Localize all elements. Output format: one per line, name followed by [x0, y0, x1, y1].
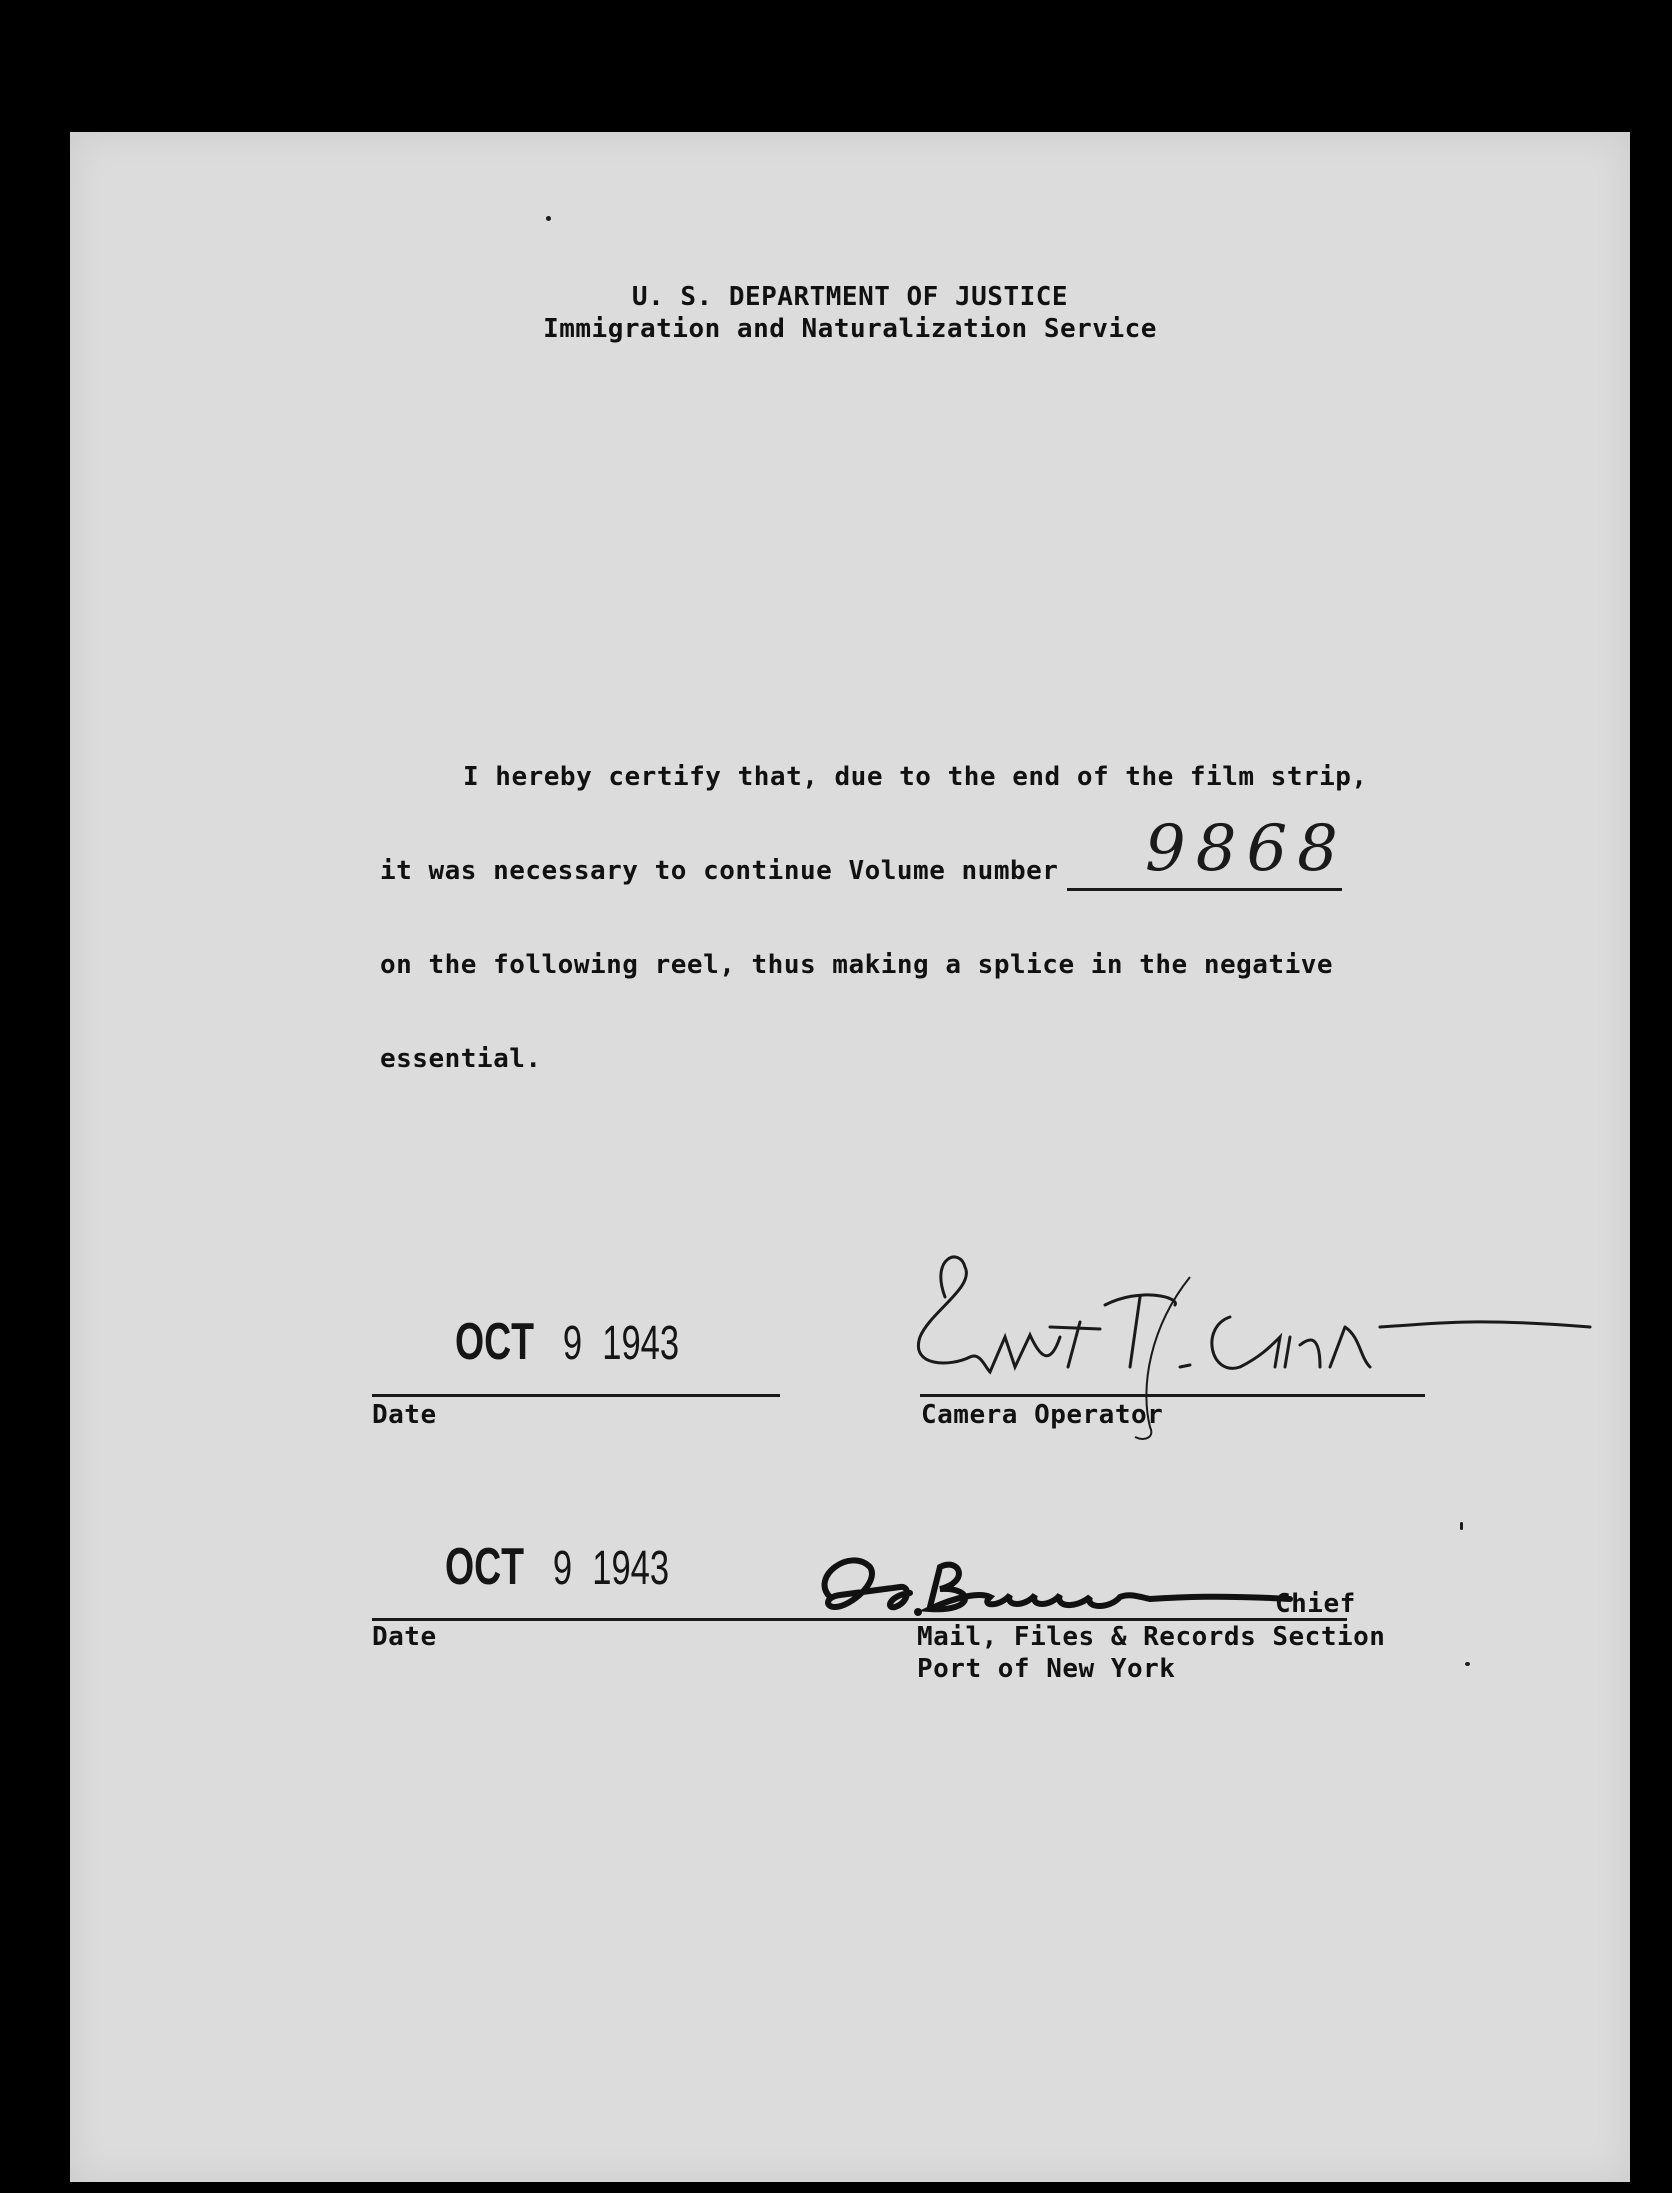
camera-date-label: Date	[372, 1400, 437, 1430]
speck	[1460, 1522, 1463, 1530]
document-page	[70, 132, 1630, 2182]
chief-date-stamp: OCT 9 1943	[445, 1538, 670, 1596]
volume-number-underline	[1067, 888, 1342, 891]
certificate-line-3: on the following reel, thus making a splice in the negative	[380, 950, 1334, 980]
mail-files-records-section: Mail, Files & Records Section	[917, 1622, 1386, 1652]
service-heading: Immigration and Naturalization Service	[543, 314, 1157, 344]
camera-date-line	[372, 1394, 780, 1397]
chief-date-label: Date	[372, 1622, 437, 1652]
camera-operator-signature-line	[920, 1394, 1425, 1397]
speck	[1465, 1662, 1470, 1666]
volume-number-handwritten: 9868	[1145, 812, 1348, 886]
department-heading: U. S. DEPARTMENT OF JUSTICE	[631, 282, 1069, 312]
certificate-line-2: it was necessary to continue Volume number	[380, 856, 1059, 886]
camera-operator-label: Camera Operator	[921, 1400, 1164, 1430]
port-of-new-york: Port of New York	[917, 1654, 1176, 1684]
speck	[546, 216, 551, 221]
camera-date-stamp: OCT 9 1943	[455, 1313, 680, 1371]
chief-title: Chief	[1275, 1589, 1356, 1619]
certificate-line-1: I hereby certify that, due to the end of the film strip,	[463, 762, 1368, 792]
certificate-line-4: essential.	[380, 1044, 542, 1074]
chief-signature	[790, 1527, 1350, 1637]
